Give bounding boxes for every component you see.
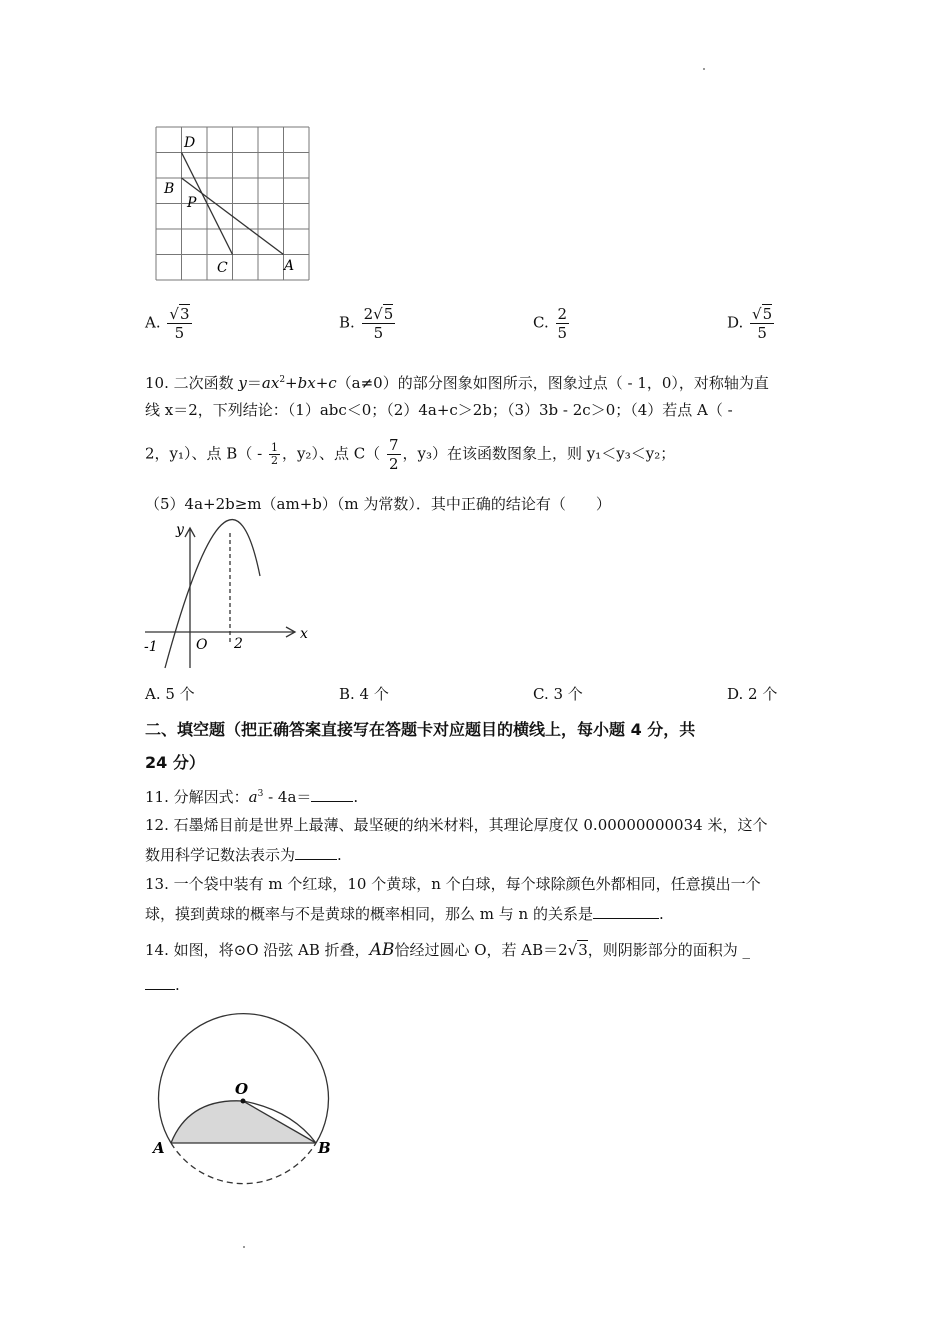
q10-line-1: 10. 二次函数 $y=ax^2+bx+c(a\ne 0)$的部分图象如图所示，图象过点（ - 1，0），对称轴为直 [145, 374, 769, 392]
scan-dot [703, 68, 705, 70]
answer-blank[interactable] [145, 975, 175, 990]
y-axis-label: y [176, 522, 184, 538]
q12-line-2: 数用科学记数法表示为 . [145, 846, 342, 864]
origin-label: O [196, 637, 208, 653]
q10-line-4: （5）4a+2b≥m（am+b）（m 为常数）．其中正确的结论有（ ） [145, 495, 611, 513]
tick-2: 2 [234, 636, 243, 652]
q14-line-1: 14. 如图，将⊙O 沿弦 AB 折叠，AB恰经过圆心 O，若 AB＝2√3，则阴影部分的面积为 _ [145, 940, 751, 960]
q10-option-a[interactable]: A. 5 个 [145, 685, 195, 703]
q10-option-c[interactable]: C. 3 个 [533, 685, 583, 703]
label-a: A [284, 258, 295, 274]
circle-figure [145, 1012, 345, 1192]
q10-line-3: 2，y₁）、点 B（ - $\frac{1}{2}$ ，y₂）、点 C（ $\frac{7}{2}$ ，y₃）在该函数图象上，则 y₁＜y₃＜y₂； [145, 436, 676, 473]
q9-option-c[interactable]: C. $\frac{2}{5}$ [533, 305, 568, 342]
answer-blank[interactable] [295, 845, 337, 860]
q14-line-2: . [145, 975, 180, 995]
section-heading-cont: 24 分） [145, 753, 205, 772]
q10-option-b[interactable]: B. 4 个 [339, 685, 389, 703]
label-a: A [153, 1139, 165, 1157]
q10-line-2: 线 x＝2，下列结论：（1）abc＜0；（2）4a+c＞2b；（3）3b - 2c＞0；（4）若点 A（ - [145, 401, 733, 419]
parabola-figure [140, 518, 315, 673]
q12-line-1: 12. 石墨烯目前是世界上最薄、最坚硬的纳米材料，其理论厚度仅 0.00000000034 米，这个 [145, 816, 768, 834]
label-c: C [217, 260, 228, 276]
answer-blank[interactable] [593, 904, 659, 919]
q9-option-a[interactable]: A. $\frac{√3}{5}$ [145, 305, 190, 342]
answer-blank[interactable] [311, 787, 353, 802]
q13-line-1: 13. 一个袋中装有 m 个红球，10 个黄球，n 个白球，每个球除颜色外都相同，任意摸出一个 [145, 875, 761, 893]
grid-figure [150, 122, 315, 287]
q13-line-2: 球，摸到黄球的概率与不是黄球的概率相同，那么 m 与 n 的关系是 . [145, 905, 664, 923]
arc-ab: AB [369, 940, 395, 960]
label-p: P [187, 195, 197, 211]
x-axis-label: x [300, 626, 308, 642]
q9-option-d[interactable]: D. $\frac{√5}{5}$ [727, 305, 773, 342]
q9-option-b[interactable]: B. $\frac{2√5}{5}$ [339, 305, 394, 342]
tick-neg1: -1 [144, 639, 158, 655]
scan-dot [243, 1246, 245, 1248]
label-b: B [164, 181, 175, 197]
label-o: O [235, 1080, 249, 1098]
section-heading: 二、填空题（把正确答案直接写在答题卡对应题目的横线上，每小题 4 分，共 [145, 720, 696, 739]
label-d: D [184, 135, 196, 151]
q11: 11. 分解因式：$a^3 - 4a=$ . [145, 788, 359, 806]
label-b: B [318, 1139, 331, 1157]
q10-option-d[interactable]: D. 2 个 [727, 685, 778, 703]
